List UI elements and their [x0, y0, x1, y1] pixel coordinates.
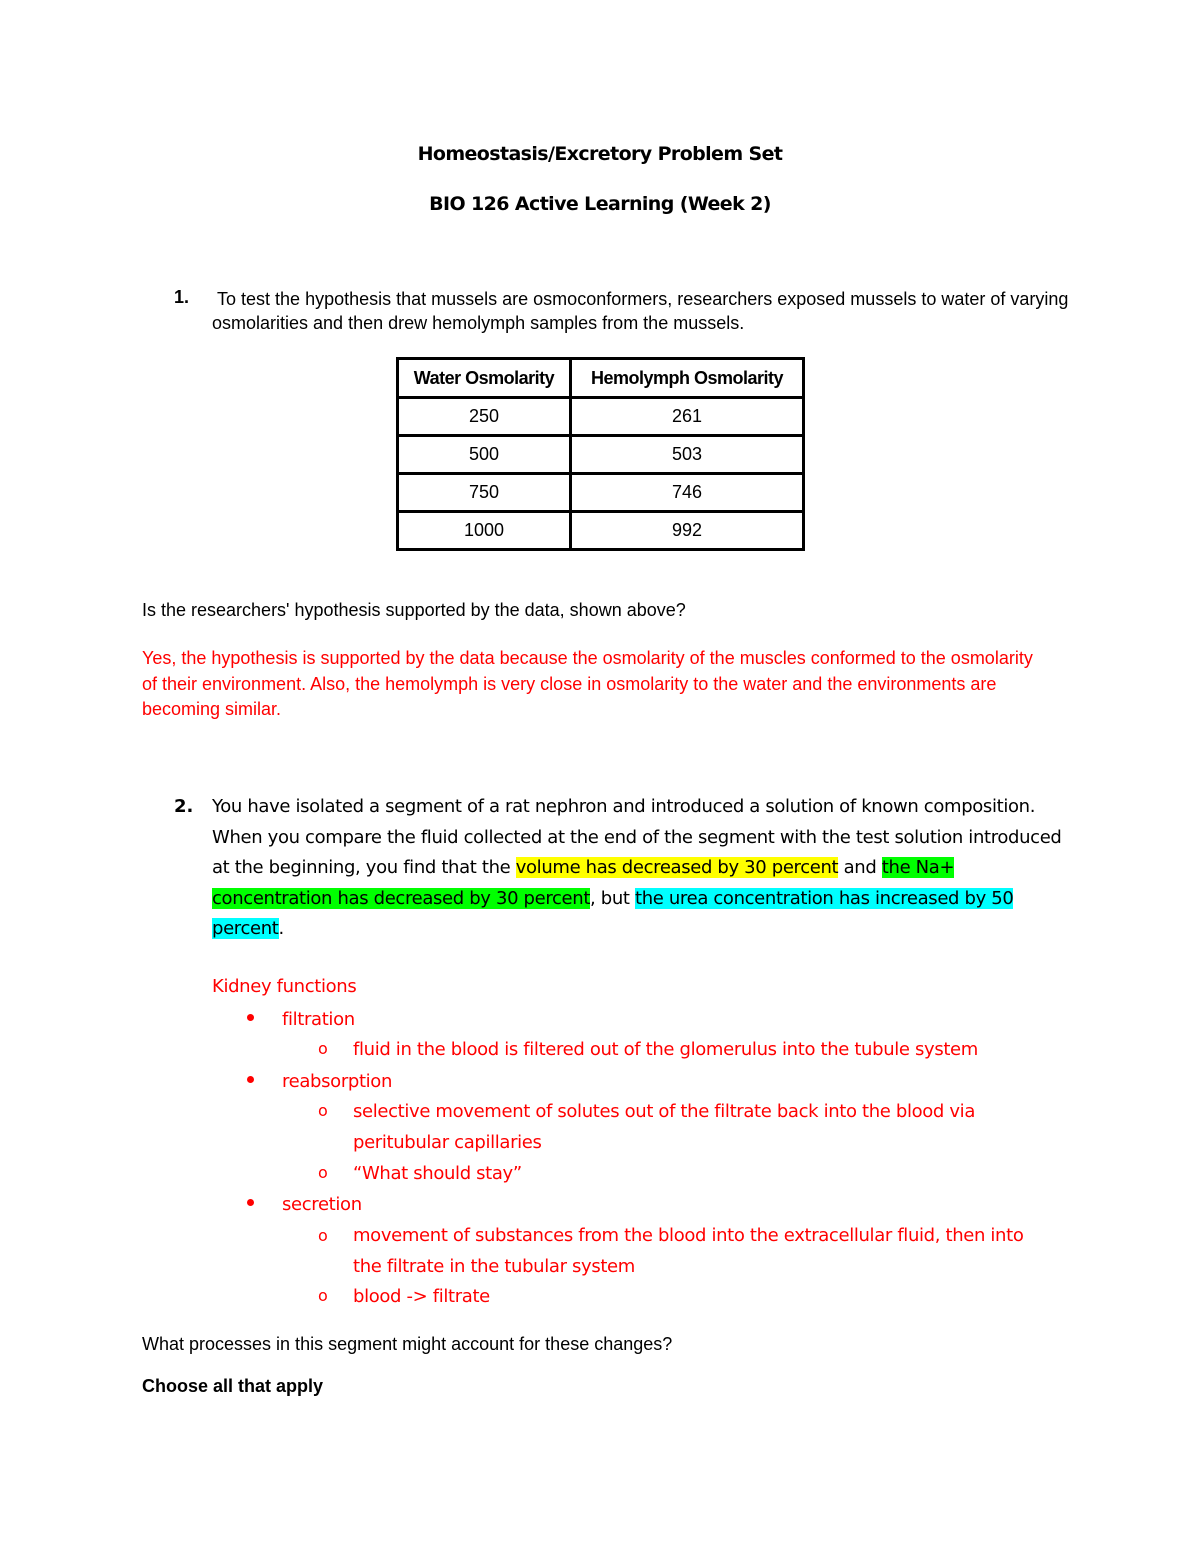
table-cell: 746: [571, 474, 804, 512]
notes-subitem-continuation: the filtrate in the tubular system: [353, 1256, 635, 1277]
question-2-text-part: and: [838, 857, 882, 878]
osmolarity-table: [396, 357, 805, 551]
bullet-icon: [247, 1199, 254, 1206]
notes-subitem: movement of substances from the blood into the extracellular fluid, then into: [353, 1225, 1024, 1246]
question-2-text-part: .: [278, 918, 284, 939]
question-1-text: [212, 287, 1072, 335]
table-header-row: [398, 359, 804, 398]
notes-subitem: fluid in the blood is filtered out of the glomerulus into the tubule system: [353, 1039, 978, 1060]
table-header-hemolymph: Hemolymph Osmolarity: [571, 359, 804, 398]
table-cell: 261: [571, 398, 804, 436]
table-cell: 500: [398, 436, 571, 474]
question-2-text-part: You have isolated a segment of a rat nephron and introduced a solution of known composition. When you compare the fluid collected at the end of the segment with the test solution introduced at the beginning, you find that the: [212, 796, 1062, 878]
sub-bullet-icon: o: [318, 1101, 328, 1120]
question-1-number: 1.: [174, 287, 190, 307]
sub-bullet-icon: o: [318, 1286, 328, 1305]
notes-item-reabsorption: reabsorption: [282, 1071, 393, 1092]
highlight-urea: the urea concentration has increased by 50 percent: [212, 887, 1014, 939]
bullet-icon: [247, 1076, 254, 1083]
question-2-number: 2.: [174, 796, 194, 817]
document-title: Homeostasis/Excretory Problem Set: [417, 143, 783, 165]
highlight-sodium: the Na+ concentration has decreased by 30 percent: [212, 857, 955, 909]
sub-bullet-icon: o: [318, 1226, 328, 1245]
document-subtitle: BIO 126 Active Learning (Week 2): [429, 193, 771, 215]
bullet-icon: [247, 1014, 254, 1021]
question-2-prompt: What processes in this segment might account for these changes?: [142, 1334, 673, 1354]
table-row: [398, 474, 804, 512]
table-header-water: Water Osmolarity: [398, 359, 571, 398]
question-2-instruction: Choose all that apply: [142, 1376, 324, 1396]
notes-item-secretion: secretion: [282, 1194, 362, 1215]
notes-subitem: “What should stay”: [353, 1163, 522, 1184]
notes-subitem: blood -> filtrate: [353, 1286, 490, 1307]
table-cell: 1000: [398, 512, 571, 550]
question-1-text-content: To test the hypothesis that mussels are osmoconformers, researchers exposed mussels to water of varying osmolarities and then drew hemolymph samples from the mussels.: [212, 289, 1069, 333]
sub-bullet-icon: o: [318, 1039, 328, 1058]
notes-item-filtration: filtration: [282, 1009, 355, 1030]
table-row: [398, 512, 804, 550]
table-cell: 250: [398, 398, 571, 436]
notes-subitem: selective movement of solutes out of the filtrate back into the blood via: [353, 1101, 976, 1122]
table-row: [398, 436, 804, 474]
question-1-answer: Yes, the hypothesis is supported by the data because the osmolarity of the muscles conformed to the osmolarity of their environment. Also, the hemolymph is very close in osmolarity to the water and the environments are becoming similar.: [142, 648, 1033, 719]
question-2-text: [212, 792, 1062, 945]
question-1-prompt: Is the researchers' hypothesis supported by the data, shown above?: [142, 600, 686, 620]
sub-bullet-icon: o: [318, 1163, 328, 1182]
table-cell: 992: [571, 512, 804, 550]
table-row: [398, 398, 804, 436]
table-cell: 750: [398, 474, 571, 512]
table-cell: 503: [571, 436, 804, 474]
notes-subitem-continuation: peritubular capillaries: [353, 1132, 542, 1153]
question-2-text-part: , but: [590, 887, 636, 909]
notes-heading: Kidney functions: [212, 976, 357, 997]
highlight-volume: volume has decreased by 30 percent: [515, 857, 839, 878]
